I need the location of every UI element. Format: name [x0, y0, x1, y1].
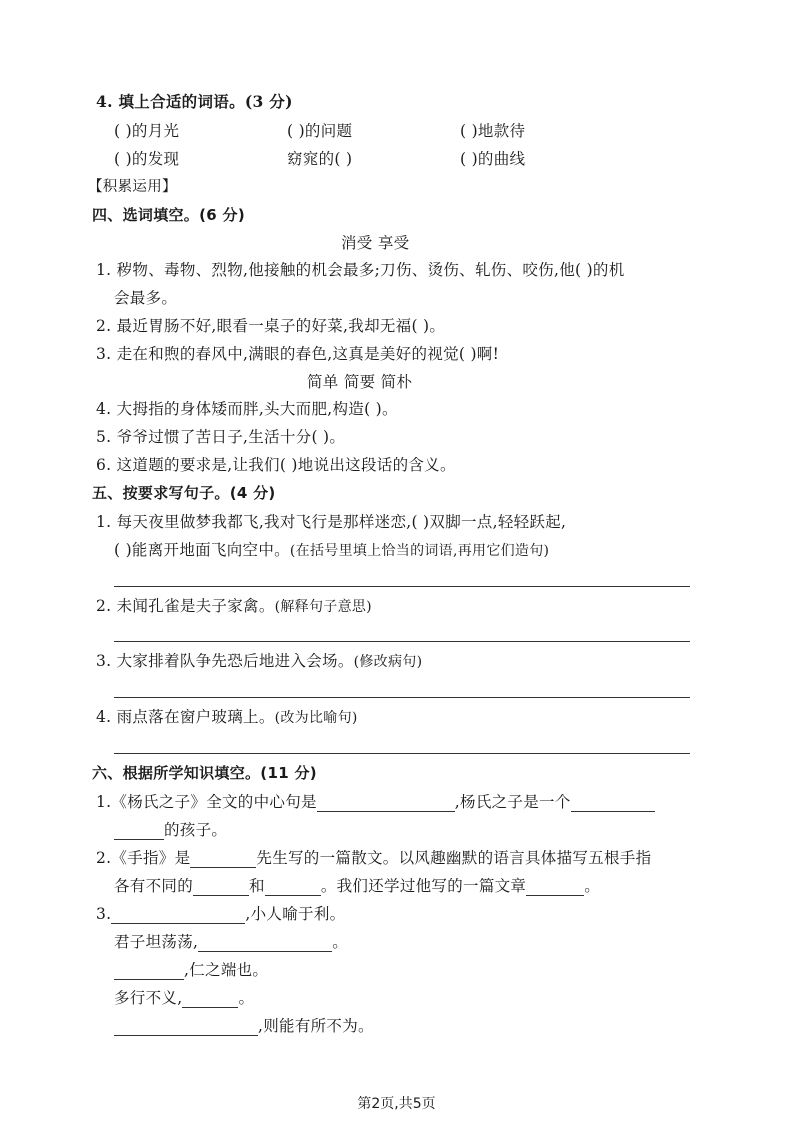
s5-q3-text: 3. 大家排着队争先恐后地进入会场。: [96, 652, 354, 670]
q4-item: ( )的发现: [114, 150, 180, 168]
fill-blank[interactable]: [526, 879, 584, 896]
s6-q3-num: 3.: [96, 905, 112, 923]
s5-q2-hint: (解释句子意思): [274, 599, 372, 615]
s6-q3-text: ,仁之端也。: [184, 961, 269, 979]
section-4-title: 四、选词填空。(6 分): [92, 206, 245, 224]
s6-q2-text: 先生写的一篇散文。以风趣幽默的语言具体描写五根手指: [256, 849, 652, 867]
s5-q1-hint: (在括号里填上恰当的词语,再用它们造句): [289, 543, 550, 559]
s6-q2-cont: [114, 876, 600, 896]
answer-line[interactable]: [114, 753, 690, 754]
s6-q2-text: 各有不同的: [114, 877, 194, 895]
s4-q5: 5. 爷爷过惯了苦日子,生活十分( )。: [96, 428, 346, 446]
word-choices-1: 消受 享受: [341, 234, 410, 252]
fill-blank[interactable]: [193, 879, 249, 896]
fill-blank[interactable]: [198, 935, 332, 952]
s5-q3-hint: (修改病句): [353, 654, 423, 670]
fill-blank[interactable]: [265, 879, 321, 896]
q4-item: 窈窕的( ): [287, 150, 353, 168]
fill-blank[interactable]: [190, 851, 256, 868]
s6-q2-text: 。: [584, 877, 601, 895]
s6-q2: [96, 848, 651, 868]
q4-title: 4. 填上合适的词语。(3 分): [96, 92, 293, 111]
fill-blank[interactable]: [317, 795, 455, 812]
s6-q3-line2: [114, 932, 348, 952]
s5-q4-text: 4. 雨点落在窗户玻璃上。: [96, 708, 275, 726]
s6-q3: [96, 904, 345, 924]
s6-q3-text: ,则能有所不为。: [258, 1017, 374, 1035]
fill-blank[interactable]: [114, 823, 164, 840]
fill-blank[interactable]: [114, 963, 184, 980]
s5-q2: [96, 596, 372, 617]
s5-q4-hint: (改为比喻句): [274, 710, 358, 726]
s5-q2-text: 2. 未闻孔雀是夫子家禽。: [96, 597, 275, 615]
answer-line[interactable]: [114, 697, 690, 698]
s5-q3: [96, 651, 422, 672]
s6-q1-text: ,杨氏之子是一个: [454, 793, 571, 811]
s6-q1-cont: [114, 820, 227, 840]
q4-item: ( )的问题: [287, 122, 353, 140]
s6-q3-text: 。: [332, 933, 349, 951]
fill-blank[interactable]: [114, 1019, 258, 1036]
s6-q3-text: 。: [238, 989, 255, 1007]
fill-blank[interactable]: [182, 991, 238, 1008]
s6-q3-text: 多行不义,: [114, 989, 183, 1007]
answer-line[interactable]: [114, 641, 690, 642]
s6-q2-text: 2.《手指》是: [96, 849, 191, 867]
s6-q2-text: 。我们还学过他写的一篇文章: [320, 877, 527, 895]
fill-blank[interactable]: [111, 907, 245, 924]
answer-line[interactable]: [114, 586, 690, 587]
section-5-title: 五、按要求写句子。(4 分): [92, 484, 276, 502]
fill-blank[interactable]: [571, 795, 655, 812]
s4-q1-cont: 会最多。: [114, 289, 178, 307]
s4-q6: 6. 这道题的要求是,让我们( )地说出这段话的含义。: [96, 456, 456, 474]
s6-q3-line3: [114, 960, 268, 980]
q4-item: ( )地款待: [460, 122, 526, 140]
s5-q1-cont: [114, 540, 549, 561]
page-footer: 第2页,共5页: [357, 1096, 436, 1112]
s4-q4: 4. 大拇指的身体矮而胖,头大而肥,构造( )。: [96, 400, 398, 418]
s6-q1: [96, 792, 655, 812]
s6-q2-text: 和: [249, 877, 265, 895]
q4-item: ( )的曲线: [460, 150, 526, 168]
s5-q1: 1. 每天夜里做梦我都飞,我对飞行是那样迷恋,( )双脚一点,轻轻跃起,: [96, 513, 567, 531]
section-6-title: 六、根据所学知识填空。(11 分): [92, 764, 317, 782]
s6-q1-text: 的孩子。: [164, 821, 228, 839]
s6-q3-text: 君子坦荡荡,: [114, 933, 199, 951]
s6-q3-line5: [114, 1016, 374, 1036]
word-choices-2: 简单 简要 简朴: [307, 373, 413, 391]
s5-q1-text: ( )能离开地面飞向空中。: [114, 541, 290, 559]
s5-q4: [96, 707, 358, 728]
s4-q1: 1. 秽物、毒物、烈物,他接触的机会最多;刀伤、烫伤、轧伤、咬伤,他( )的机: [96, 261, 625, 279]
s6-q1-text: 1.《杨氏之子》全文的中心句是: [96, 793, 317, 811]
s4-q2: 2. 最近胃肠不好,眼看一桌子的好菜,我却无福( )。: [96, 317, 446, 335]
q4-item: ( )的月光: [114, 122, 180, 140]
s6-q3-line4: [114, 988, 254, 1008]
s4-q3: 3. 走在和煦的春风中,满眼的春色,这真是美好的视觉( )啊!: [96, 345, 500, 363]
s6-q3-text: ,小人喻于利。: [245, 905, 346, 923]
section-tag: 【积累运用】: [88, 179, 177, 195]
